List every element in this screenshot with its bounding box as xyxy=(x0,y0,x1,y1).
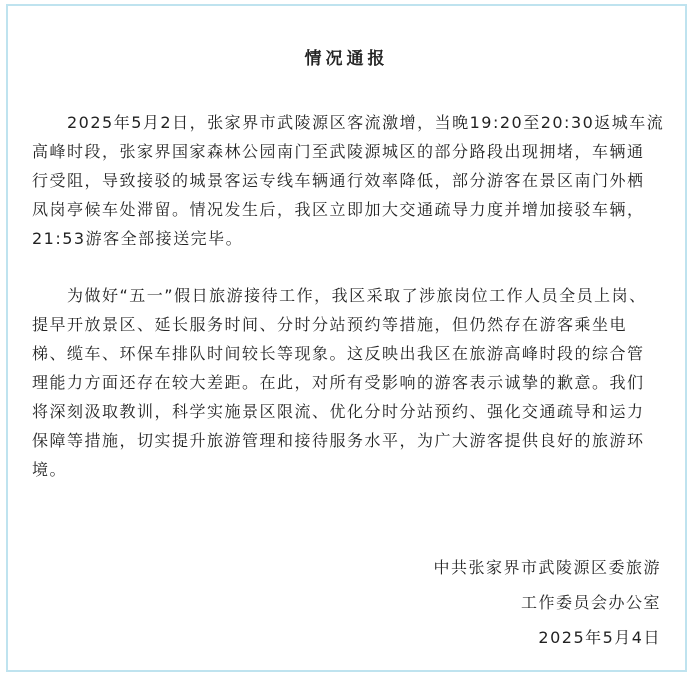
paragraph-2-line: 理能力方面还存在较大差距。在此，对所有受影响的游客表示诚挚的歉意。我们 xyxy=(32,373,645,392)
paragraph-2-line: 将深刻汲取教训，科学实施景区限流、优化分时分站预约、强化交通疏导和运力 xyxy=(32,402,645,421)
signature-organization-line-2: 工作委员会办公室 xyxy=(520,593,661,612)
paragraph-2 xyxy=(32,281,680,484)
notice-frame xyxy=(6,4,687,672)
paragraph-1-line: 高峰时段，张家界国家森林公园南门至武陵源城区的部分路段出现拥堵，车辆通 xyxy=(32,142,645,161)
signature-date: 2025年5月4日 xyxy=(538,628,661,647)
paragraph-2-line: 为做好“五一”假日旅游接待工作，我区采取了涉旅岗位工作人员全员上岗、 xyxy=(32,286,647,305)
paragraph-1 xyxy=(32,108,680,253)
paragraph-1-line: 凤岗亭候车处滞留。情况发生后，我区立即加大交通疏导力度并增加接驳车辆， xyxy=(32,200,645,219)
paragraph-1-line: 21:53游客全部接送完毕。 xyxy=(32,229,244,248)
paragraph-2-line: 境。 xyxy=(32,460,68,479)
signature-organization-line-1: 中共张家界市武陵源区委旅游 xyxy=(433,558,661,577)
notice-title: 情况通报 xyxy=(304,49,389,69)
paragraph-1-line: 2025年5月2日，张家界市武陵源区客流激增，当晚19:20至20:30返城车流 xyxy=(32,113,665,132)
paragraph-2-line: 提早开放景区、延长服务时间、分时分站预约等措施，但仍然存在游客乘坐电 xyxy=(32,315,628,334)
paragraph-2-line: 梯、缆车、环保车排队时间较长等现象。这反映出我区在旅游高峰时段的综合管 xyxy=(32,344,645,363)
paragraph-2-line: 保障等措施，切实提升旅游管理和接待服务水平，为广大游客提供良好的旅游环 xyxy=(32,431,645,450)
paragraph-1-line: 行受阻，导致接驳的城景客运专线车辆通行效率降低，部分游客在景区南门外栖 xyxy=(32,171,645,190)
